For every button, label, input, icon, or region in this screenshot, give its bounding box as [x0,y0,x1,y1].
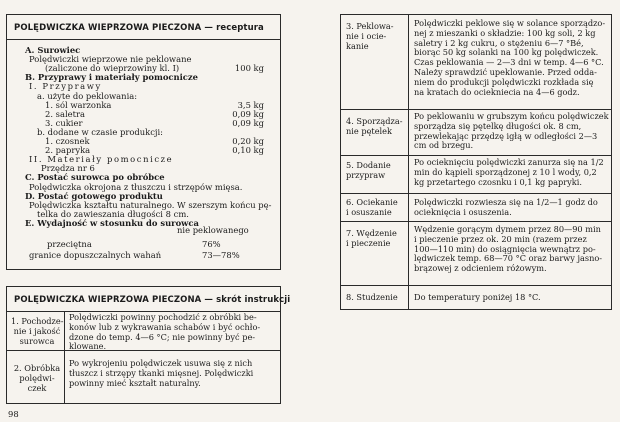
recipe-quantity: 3,5 kg [237,99,264,110]
step-label: 3. Peklowa- nie i ocie- kanie [346,21,394,51]
short-row-text: Polędwiczki powinny pochodzić z obróbki be- konów lub z wykrawania schabów i być ochło- dzone do temp. 4—6 °C; nie powinny być pe- klowane. [69,312,261,352]
recipe-line: 2. papryka [45,145,91,156]
step-text: Po peklowaniu w grubszym końcu polędwiczek sporządza się pętelkę długości ok. 8 cm, przewlekając przędzę igłą w odległości 2—3 cm od brzegu. [414,111,609,151]
short-row-label: 2. Obróbka polędwi- czek [13,363,61,393]
step-text: Polędwiczki peklowe się w solance sporządzo- nej z mieszanki o składzie: 100 kg soli, 2 kg saletry i 2 kg cukru, o stężeniu 6—7 °Bé, biorąc 50 kg solanki na 100 kg polędwiczek. Czas peklowania — 2—3 dni w temp. 4—6 °C. Należy sprawdzić upeklowanie. Przed odda- niem do produkcji polędwiczki rozkłada się na kratach do ociekniecia na 4—6 godz. [414,18,606,97]
step-text: Do temperatury poniżej 18 °C. [414,292,541,302]
recipe-box [6,14,281,270]
recipe-line: 1. sól warzonka [45,99,112,110]
short-row-text: Po wykrojeniu polędwiczek usuwa się z nich tłuszcz i strzępy tkanki mięsnej. Polędwiczki powinny mieć kształt naturalny. [69,358,254,388]
step-label: 8. Studzenie [346,292,398,302]
step-label: 4. Sporządza- nie pętelek [346,116,403,136]
step-label: 5. Dodanie przypraw [346,160,391,180]
recipe-line: 3. cukier [45,117,83,128]
short-instruction-box [6,286,291,404]
step-label: 7. Wędzenie i pieczenie [346,228,397,248]
recipe-line: Polędwiczka kształtu naturalnego. W szerszym końcu pę- [29,199,272,210]
short-title: POLĘDWICZKA WIEPRZOWA PIECZONA — skrót instrukcji [14,295,291,305]
short-row-label: 1. Pochodze- nie i jakość surowca [11,316,64,346]
recipe-quantity: 0,10 kg [232,145,264,156]
recipe-line: 2. saletra [45,108,85,119]
recipe-line: Polędwiczki wieprzowe nie peklowane [29,54,192,65]
recipe-line: 1. czosnek [45,136,90,146]
recipe-line: Polędwiczka okrojona z tłuszczu i strzępów mięsa. [29,181,243,192]
recipe-line: Przędza nr 6 [41,163,95,174]
recipe-line: b. dodane w czasie produkcji: [37,126,164,137]
yield-header: nie peklowanego [177,225,249,235]
recipe-line: B. Przyprawy i materiały pomocnicze [25,72,198,83]
recipe-line: D. Postać gotowego produktu [25,190,163,201]
recipe-line: I. Przyprawy [29,81,102,92]
yield-label: przeciętna [47,239,92,249]
yield-value: 76% [202,239,221,249]
recipe-quantity: 100 kg [234,63,264,74]
recipe-line: a. użyte do peklowania: [37,90,138,101]
steps-table [340,14,612,310]
recipe-line: A. Surowiec [25,45,81,55]
step-label: 6. Ociekanie i osuszanie [346,197,398,217]
yield-label: granice dopuszczalnych wahań [29,250,162,260]
step-text: Polędwiczki rozwiesza się na 1/2—1 godz do ocieknięcia i osuszenia. [414,197,598,217]
step-text: Po ocieknięciu polędwiczki zanurza się na 1/2 min do kąpieli sporządzonej z 10 l wody, 0,2 kg przetartego czosnku i 0,1 kg papryki. [414,157,604,187]
recipe-line: (zaliczone do wieprzowiny kl. I) [45,63,180,74]
recipe-line: C. Postać surowca po obróbce [25,172,165,183]
page-number: 98 [8,409,19,419]
recipe-line: telka do zawieszania długości 8 cm. [37,208,189,219]
recipe-quantity: 0,20 kg [232,136,264,146]
recipe-line: E. Wydajność w stosunku do surowca [25,217,199,228]
yield-value: 73—78% [202,250,240,260]
recipe-line: II. Materiały pomocnicze [29,154,174,165]
recipe-title: POLĘDWICZKA WIEPRZOWA PIECZONA — receptura [14,23,264,33]
recipe-quantity: 0,09 kg [232,108,264,119]
recipe-quantity: 0,09 kg [232,117,264,128]
step-text: Wędzenie gorącym dymem przez 80—90 min i pieczenie przez ok. 20 min (razem przez 100—110 min) do osiągnięcia wewnątrz po- lędwiczek temp. 68—70 °C oraz barwy jasno- brązowej z odcieniem różowym. [414,224,603,274]
